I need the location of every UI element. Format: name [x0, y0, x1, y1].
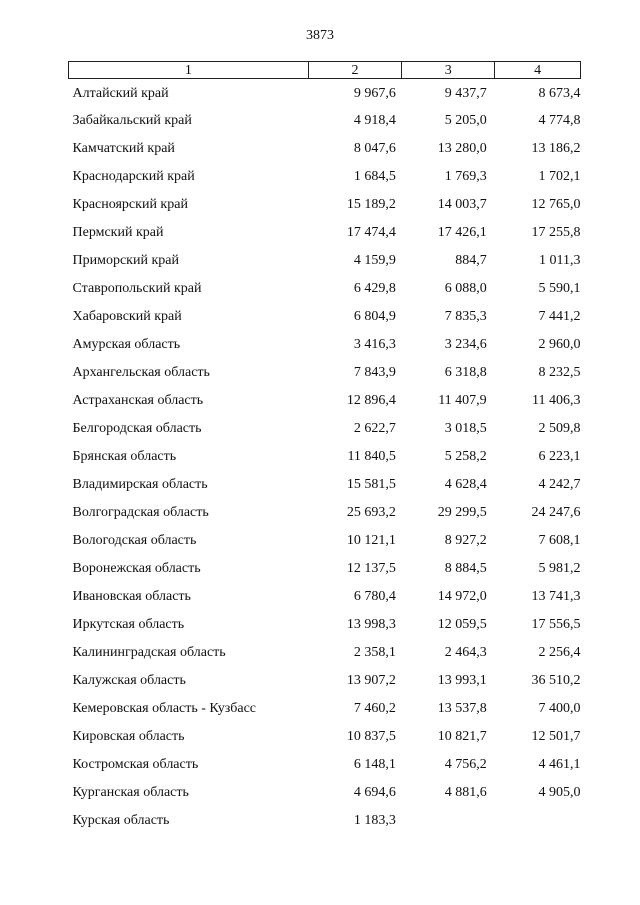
- value-col2-cell: 13 907,2: [346, 673, 396, 688]
- value-col4-cell: 7 441,2: [538, 309, 581, 324]
- region-name-cell: Иркутская область: [72, 617, 185, 632]
- value-col2-cell: 1 183,3: [353, 813, 396, 828]
- value-col3-cell: 8 884,5: [444, 561, 487, 576]
- value-col3-cell: 29 299,5: [437, 505, 487, 520]
- value-col3-cell: 14 003,7: [437, 197, 487, 212]
- value-col4-cell: 6 223,1: [538, 449, 581, 464]
- region-name-cell: Костромская область: [72, 757, 199, 772]
- value-col2-cell: 8 047,6: [353, 141, 396, 156]
- value-col4-cell: 2 256,4: [538, 645, 581, 660]
- region-name-cell: Кемеровская область - Кузбасс: [72, 701, 257, 716]
- value-col3-cell: [402, 807, 495, 835]
- table-row: [69, 443, 581, 471]
- table-row: [69, 555, 581, 583]
- region-name-cell: Владимирская область: [72, 477, 208, 492]
- value-col4-cell: 12 765,0: [531, 197, 581, 212]
- region-name-cell: Алтайский край: [72, 86, 169, 101]
- table-row: [69, 303, 581, 331]
- table-row: [69, 779, 581, 807]
- value-col3-cell: 14 972,0: [437, 589, 487, 604]
- column-header-4: 4: [495, 62, 581, 79]
- region-name-cell: Волгоградская область: [72, 505, 209, 520]
- value-col4-cell: 7 400,0: [538, 701, 581, 716]
- table-row: [69, 695, 581, 723]
- value-col2-cell: 25 693,2: [346, 505, 396, 520]
- region-name-cell: Красноярский край: [72, 197, 188, 212]
- table-row: [69, 471, 581, 499]
- table-row: [69, 275, 581, 303]
- value-col2-cell: 10 121,1: [346, 533, 396, 548]
- value-col4-cell: 13 741,3: [531, 589, 581, 604]
- table-row: [69, 163, 581, 191]
- table-row: [69, 639, 581, 667]
- value-col3-cell: 5 258,2: [444, 449, 487, 464]
- value-col4-cell: 8 673,4: [538, 86, 581, 101]
- region-name-cell: Архангельская область: [72, 365, 210, 380]
- value-col4-cell: 4 461,1: [538, 757, 581, 772]
- region-name-cell: Белгородская область: [72, 421, 202, 436]
- region-name-cell: Пермский край: [72, 225, 164, 240]
- value-col4-cell: 4 905,0: [538, 785, 581, 800]
- value-col2-cell: 12 896,4: [346, 393, 396, 408]
- value-col2-cell: 7 843,9: [353, 365, 396, 380]
- value-col3-cell: 13 993,1: [437, 673, 487, 688]
- table-row: [69, 415, 581, 443]
- value-col4-cell: [495, 807, 581, 835]
- value-col2-cell: 13 998,3: [346, 617, 396, 632]
- value-col4-cell: 5 981,2: [538, 561, 581, 576]
- value-col2-cell: 6 429,8: [353, 281, 396, 296]
- value-col2-cell: 2 622,7: [353, 421, 396, 436]
- table-row: [69, 331, 581, 359]
- value-col3-cell: 6 088,0: [444, 281, 487, 296]
- value-col3-cell: 4 756,2: [444, 757, 487, 772]
- column-header-3: 3: [402, 62, 495, 79]
- region-name-cell: Брянская область: [72, 449, 177, 464]
- header-row: [69, 62, 581, 79]
- value-col2-cell: 17 474,4: [346, 225, 396, 240]
- value-col3-cell: 2 464,3: [444, 645, 487, 660]
- region-name-cell: Воронежская область: [72, 561, 201, 576]
- table-row: [69, 751, 581, 779]
- value-col4-cell: 17 255,8: [531, 225, 581, 240]
- table-row: [69, 667, 581, 695]
- value-col3-cell: 3 018,5: [444, 421, 487, 436]
- region-name-cell: Амурская область: [72, 337, 181, 352]
- value-col2-cell: 12 137,5: [346, 561, 396, 576]
- table-row: [69, 527, 581, 555]
- region-name-cell: Астраханская область: [72, 393, 204, 408]
- value-col3-cell: 3 234,6: [444, 337, 487, 352]
- value-col2-cell: 15 189,2: [346, 197, 396, 212]
- value-col3-cell: 8 927,2: [444, 533, 487, 548]
- value-col4-cell: 12 501,7: [531, 729, 581, 744]
- table-row: [69, 219, 581, 247]
- region-name-cell: Камчатский край: [72, 141, 175, 156]
- table-body: [69, 79, 581, 836]
- value-col3-cell: 9 437,7: [444, 86, 487, 101]
- value-col2-cell: 4 918,4: [353, 113, 396, 128]
- table-row: [69, 359, 581, 387]
- region-name-cell: Ставропольский край: [72, 281, 202, 296]
- value-col2-cell: 10 837,5: [346, 729, 396, 744]
- value-col2-cell: 4 694,6: [353, 785, 396, 800]
- value-col4-cell: 13 186,2: [531, 141, 581, 156]
- value-col2-cell: 7 460,2: [353, 701, 396, 716]
- value-col4-cell: 36 510,2: [531, 673, 581, 688]
- value-col4-cell: 2 960,0: [538, 337, 581, 352]
- table-row: [69, 611, 581, 639]
- value-col2-cell: 2 358,1: [353, 645, 396, 660]
- value-col3-cell: 11 407,9: [438, 393, 487, 408]
- region-name-cell: Курганская область: [72, 785, 189, 800]
- value-col3-cell: 5 205,0: [444, 113, 487, 128]
- value-col3-cell: 7 835,3: [444, 309, 487, 324]
- table-row: [69, 583, 581, 611]
- value-col2-cell: 6 780,4: [353, 589, 396, 604]
- table-row: [69, 247, 581, 275]
- table-row: [69, 135, 581, 163]
- value-col3-cell: 13 280,0: [437, 141, 487, 156]
- region-name-cell: Приморский край: [72, 253, 179, 268]
- column-header-2: 2: [308, 62, 402, 79]
- value-col3-cell: 4 881,6: [444, 785, 487, 800]
- value-col2-cell: 9 967,6: [353, 86, 396, 101]
- table-row: [69, 807, 581, 835]
- value-col4-cell: 7 608,1: [538, 533, 581, 548]
- value-col2-cell: 6 148,1: [353, 757, 396, 772]
- region-name-cell: Хабаровский край: [72, 309, 182, 324]
- value-col4-cell: 1 011,3: [539, 253, 581, 268]
- value-col3-cell: 4 628,4: [444, 477, 487, 492]
- value-col2-cell: 1 684,5: [353, 169, 396, 184]
- table-row: [69, 499, 581, 527]
- value-col4-cell: 11 406,3: [532, 393, 581, 408]
- value-col4-cell: 8 232,5: [538, 365, 581, 380]
- region-name-cell: Калининградская область: [72, 645, 226, 660]
- value-col2-cell: 3 416,3: [353, 337, 396, 352]
- value-col4-cell: 5 590,1: [538, 281, 581, 296]
- page-number: 3873: [306, 28, 334, 43]
- region-name-cell: Ивановская область: [72, 589, 191, 604]
- table-header: [69, 62, 581, 79]
- table-row: [69, 723, 581, 751]
- region-name-cell: Калужская область: [72, 673, 186, 688]
- value-col3-cell: 884,7: [455, 253, 487, 268]
- value-col4-cell: 4 242,7: [538, 477, 581, 492]
- value-col4-cell: 1 702,1: [538, 169, 581, 184]
- region-name-cell: Кировская область: [72, 729, 185, 744]
- table-row: [69, 387, 581, 415]
- value-col3-cell: 17 426,1: [437, 225, 487, 240]
- value-col4-cell: 4 774,8: [538, 113, 581, 128]
- table-row: [69, 107, 581, 135]
- value-col2-cell: 4 159,9: [353, 253, 396, 268]
- region-name-cell: Курская область: [72, 813, 170, 828]
- value-col2-cell: 6 804,9: [353, 309, 396, 324]
- value-col4-cell: 17 556,5: [531, 617, 581, 632]
- table-row: [69, 191, 581, 219]
- value-col4-cell: 24 247,6: [531, 505, 581, 520]
- value-col3-cell: 1 769,3: [444, 169, 487, 184]
- value-col2-cell: 11 840,5: [347, 449, 396, 464]
- region-name-cell: Краснодарский край: [72, 169, 195, 184]
- column-header-1: 1: [69, 62, 309, 79]
- value-col3-cell: 13 537,8: [437, 701, 487, 716]
- value-col3-cell: 10 821,7: [437, 729, 487, 744]
- region-name-cell: Вологодская область: [72, 533, 197, 548]
- value-col2-cell: 15 581,5: [346, 477, 396, 492]
- region-name-cell: Забайкальский край: [72, 113, 192, 128]
- value-col3-cell: 6 318,8: [444, 365, 487, 380]
- table-row: [69, 79, 581, 108]
- value-col3-cell: 12 059,5: [437, 617, 487, 632]
- regional-data-table: [68, 61, 581, 835]
- value-col4-cell: 2 509,8: [538, 421, 581, 436]
